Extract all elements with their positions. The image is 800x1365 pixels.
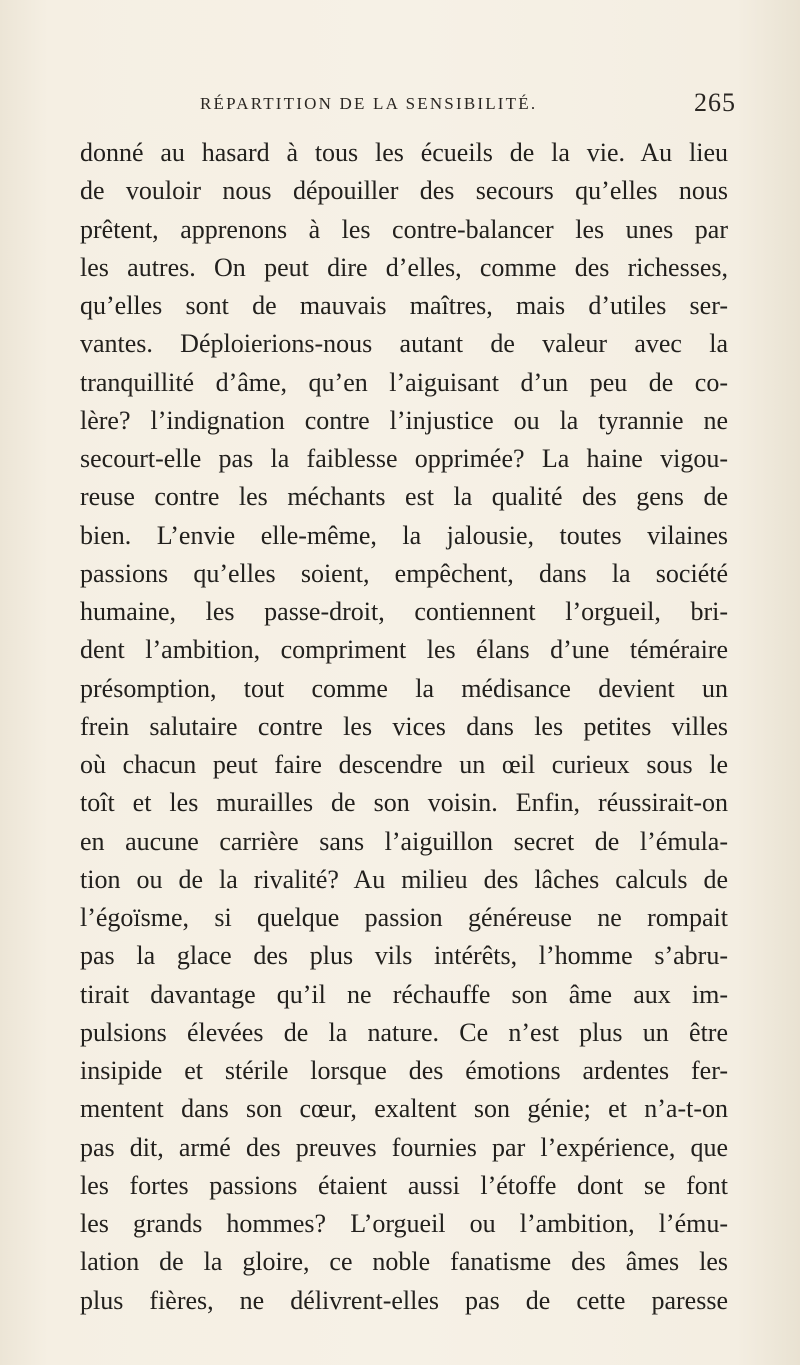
text-line: les fortes passions étaient aussi l’étoffe dont se font [80,1170,728,1200]
text-line: pulsions élevées de la nature. Ce n’est plus un être [80,1017,728,1047]
text-line: de vouloir nous dépouiller des secours qu’elles nous [80,176,728,206]
text-line: secourt-elle pas la faiblesse opprimée? La haine vigou- [80,444,728,473]
text-line: les grands hommes? L’orgueil ou l’ambition, l’ému- [80,1209,728,1238]
text-line: vantes. Déploierions-nous autant de valeur avec la [80,329,728,359]
text-line: présomption, tout comme la médisance devient un [80,673,728,703]
text-line: passions qu’elles soient, empêchent, dans la société [80,558,728,588]
text-line: reuse contre les méchants est la qualité des gens de [80,482,728,512]
text-line: toît et les murailles de son voisin. Enfin, réussirait-on [80,788,728,818]
text-line: insipide et stérile lorsque des émotions ardentes fer- [80,1056,728,1085]
text-line: tranquillité d’âme, qu’en l’aiguisant d’un peu de co- [80,367,728,397]
text-line: lation de la gloire, ce noble fanatisme des âmes les [80,1247,728,1277]
text-line: lère? l’indignation contre l’injustice ou la tyrannie ne [80,405,728,435]
text-line: l’égoïsme, si quelque passion généreuse ne rompait [80,903,728,932]
text-line: en aucune carrière sans l’aiguillon secret de l’émula- [80,826,728,856]
text-line: tion ou de la rivalité? Au milieu des lâches calculs de [80,864,728,894]
text-line: prêtent, apprenons à les contre-balancer les unes par [80,214,728,244]
text-line: pas la glace des plus vils intérêts, l’homme s’abru- [80,941,728,971]
text-line: tirait davantage qu’il ne réchauffe son âme aux im- [80,979,728,1009]
page-header [200,88,736,124]
text-line: mentent dans son cœur, exaltent son génie; et n’a-t-on [80,1094,728,1124]
page-number: 265 [694,88,736,117]
running-head: RÉPARTITION DE LA SENSIBILITÉ. [200,94,538,113]
text-line: bien. L’envie elle-même, la jalousie, toutes vilaines [80,520,728,550]
text-line: plus fières, ne délivrent-elles pas de cette paresse [80,1285,728,1315]
text-line: humaine, les passe-droit, contiennent l’orgueil, bri- [80,597,728,626]
text-line: dent l’ambition, compriment les élans d’une téméraire [80,635,728,665]
text-line: donné au hasard à tous les écueils de la vie. Au lieu [80,138,728,167]
text-line: où chacun peut faire descendre un œil curieux sous le [80,750,728,779]
text-line: les autres. On peut dire d’elles, comme des richesses, [80,252,728,282]
text-line: qu’elles sont de mauvais maîtres, mais d’utiles ser- [80,291,728,320]
text-line: pas dit, armé des preuves fournies par l’expérience, que [80,1132,728,1162]
body-text [80,134,728,1320]
text-line: frein salutaire contre les vices dans les petites villes [80,711,728,741]
